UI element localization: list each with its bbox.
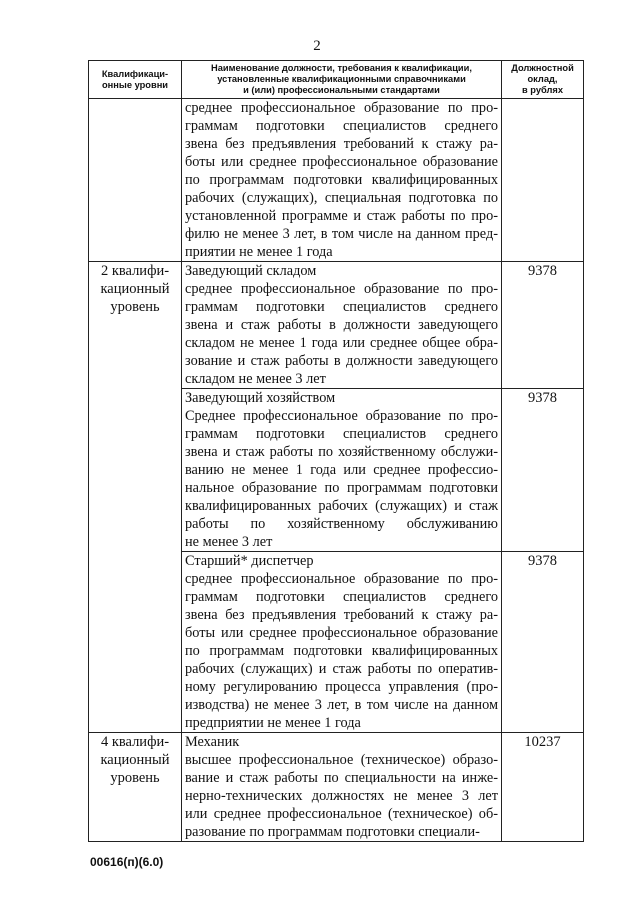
requirement-line: складом не менее 1 года или среднее общее обра- [185, 335, 498, 351]
requirement-line: или среднее профессиональное (техническое) об- [185, 806, 498, 822]
table-row [89, 99, 584, 262]
position-title: Заведующий складом [185, 263, 317, 279]
requirement-line: ванию не менее 1 года или среднее профессио- [185, 462, 498, 478]
requirement-line: граммам подготовки специалистов среднего [185, 589, 498, 605]
requirement-line: боты или среднее профессиональное образование [185, 154, 498, 170]
requirement-line: ному регулированию процесса управления (про- [185, 679, 498, 695]
requirement-line: складом не менее 3 лет [185, 371, 326, 387]
requirement-line: рабочих (служащих) и стаж работы по оператив- [185, 661, 498, 677]
requirement-line: звена и стаж работы по хозяйственному обслужи- [185, 444, 498, 460]
position-description-cell [182, 389, 502, 552]
requirement-line: звена без предъявления требований к стажу ра- [185, 607, 498, 623]
position-title: Механик [185, 734, 240, 750]
requirement-line: нерно-технических должностях не менее 3 лет [185, 788, 498, 804]
requirement-line: работы по хозяйственному обслуживанию [185, 516, 498, 532]
table-row [89, 733, 584, 842]
qualification-level-cell [89, 99, 182, 262]
requirement-line: среднее профессиональное образование по про- [185, 571, 498, 587]
requirement-line: филю не менее 3 лет, в том числе на данном пред- [185, 226, 498, 242]
table-row [89, 262, 584, 389]
page-number: 2 [313, 38, 321, 54]
requirement-line: зование и стаж работы в должности заведующего [185, 353, 498, 369]
requirement-line: высшее профессиональное (техническое) образо- [185, 752, 498, 768]
position-title: Заведующий хозяйством [185, 390, 336, 406]
requirement-line: установленной программе и стаж работы по про- [185, 208, 498, 224]
header-level: Квалификаци- онные уровни [89, 61, 182, 99]
position-description-cell [182, 262, 502, 389]
requirement-line: рабочих (служащих), специальная подготовка по [185, 190, 498, 206]
salary-cell: 9378 [502, 262, 584, 389]
requirement-line: граммам подготовки специалистов среднего [185, 118, 498, 134]
qualification-level-cell [89, 262, 182, 733]
requirement-line: Среднее профессиональное образование по про- [185, 408, 498, 424]
qualification-table [88, 60, 584, 842]
requirement-line: предприятии не менее 1 года [185, 715, 361, 731]
requirement-line: квалифицированных рабочих (служащих) и стаж [185, 498, 498, 514]
position-description-cell [182, 99, 502, 262]
requirement-line: звена и стаж работы в должности заведующего [185, 317, 498, 333]
document-code: 00616(п)(6.0) [90, 855, 164, 869]
position-description-cell [182, 733, 502, 842]
requirement-line: боты или среднее профессиональное образование [185, 625, 498, 641]
requirement-line: изводства) не менее 3 лет, в том числе на данном [185, 697, 498, 713]
requirement-line: разование по программам подготовки специали- [185, 824, 480, 840]
requirement-line: приятии не менее 1 года [185, 244, 333, 260]
level-line: 4 квалифи- [100, 734, 170, 750]
requirement-line: среднее профессиональное образование по про- [185, 100, 498, 116]
requirement-line: звена без предъявления требований к стажу ра- [185, 136, 498, 152]
header-salary: Должностной оклад, в рублях [502, 61, 584, 99]
requirement-line: граммам подготовки специалистов среднего [185, 426, 498, 442]
position-title: Старший* диспетчер [185, 553, 314, 569]
level-line: уровень [110, 299, 160, 315]
level-line: 2 квалифи- [100, 263, 170, 279]
position-description-cell [182, 552, 502, 733]
salary-cell [502, 99, 584, 262]
requirement-line: граммам подготовки специалистов среднего [185, 299, 498, 315]
salary-cell: 9378 [502, 552, 584, 733]
salary-cell: 10237 [502, 733, 584, 842]
level-line: кационный [100, 281, 170, 297]
qualification-level-cell [89, 733, 182, 842]
table-header-row [89, 61, 584, 99]
level-line: уровень [110, 770, 160, 786]
requirement-line: по программам подготовки квалифицированных [185, 172, 498, 188]
level-line: кационный [100, 752, 170, 768]
requirement-line: по программам подготовки квалифицированных [185, 643, 498, 659]
requirement-line: среднее профессиональное образование по про- [185, 281, 498, 297]
requirement-line: вание и стаж работы по специальности на инже- [185, 770, 498, 786]
requirement-line: не менее 3 лет [185, 534, 273, 550]
header-position: Наименование должности, требования к квалификации, установленные квалификационными справочниками и (или) профессиональными стандартами [182, 61, 502, 99]
salary-cell: 9378 [502, 389, 584, 552]
requirement-line: нальное образование по программам подготовки [185, 480, 498, 496]
